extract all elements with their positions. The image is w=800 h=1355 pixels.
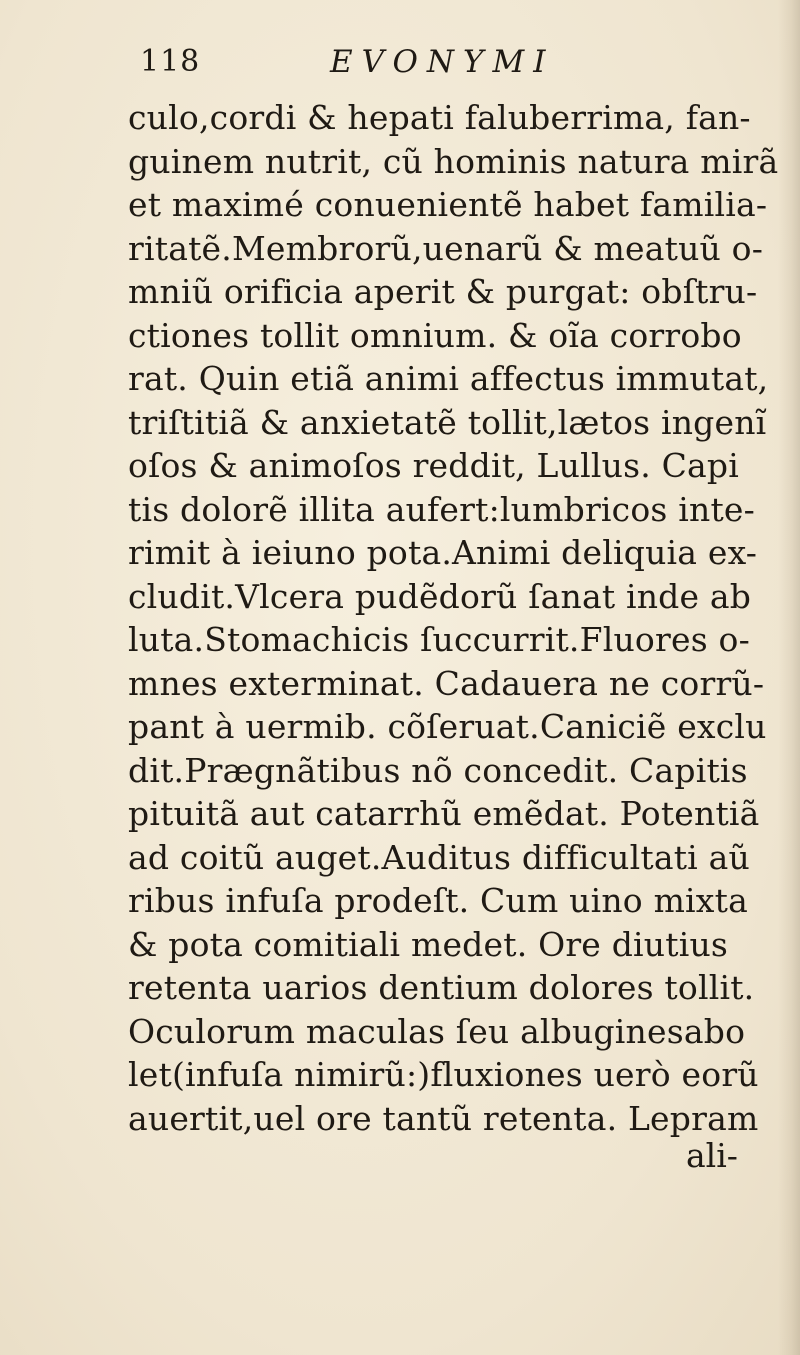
text-line: luta.Stomachicis ſuccurrit.Fluores o- (128, 620, 750, 659)
catchword: ali- (686, 1136, 738, 1175)
text-line: pituitã aut catarrhũ emẽdat. Potentiã (128, 794, 760, 833)
text-line: culo,cordi & hepati faluberrima, fan- (128, 98, 751, 137)
text-line: ribus infuſa prodeſt. Cum uino mixta (128, 881, 748, 920)
text-line: auertit,uel ore tantũ retenta. Lepram (128, 1098, 759, 1138)
text-line: rimit à ieiuno pota.Animi deliquia ex- (128, 533, 758, 572)
text-line: retenta uarios dentium dolores tollit. (128, 968, 755, 1007)
text-line: et maximé conuenientẽ habet familia- (128, 185, 768, 224)
running-head: EVONYMI (330, 44, 555, 80)
page-edge-shadow (778, 0, 800, 1355)
text-line: & pota comitiali medet. Ore diutius (128, 924, 729, 964)
text-line: dit.Prægnãtibus nõ concedit. Capitis (128, 750, 748, 790)
text-line: triſtitiã & anxietatẽ tollit,lætos ingenĩ (128, 402, 767, 442)
body-text (128, 96, 779, 1140)
page-header (140, 40, 740, 90)
text-line: let(infuſa nimirũ:)fluxiones uerò eorũ (128, 1055, 759, 1094)
text-line: ritatẽ.Membrorũ,uenarũ & meatuũ o- (128, 228, 764, 268)
text-line: cludit.Vlcera pudẽdorũ ſanat inde ab (128, 576, 752, 616)
text-line: pant à uermib. cõſeruat.Caniciẽ exclu (128, 707, 767, 746)
text-line: mniũ orificia aperit & purgat: obſtru- (128, 272, 758, 311)
text-line: ctiones tollit omnium. & oĩa corrobo (128, 315, 742, 355)
text-line: Oculorum maculas ſeu albuginesabo (128, 1011, 746, 1051)
page-number: 118 (140, 44, 201, 79)
text-line: guinem nutrit, cũ hominis natura mirã (128, 141, 779, 181)
text-line: mnes exterminat. Cadauera ne corrũ- (128, 663, 765, 703)
text-line: ad coitũ auget.Auditus difficultati aũ (128, 837, 750, 877)
text-line: rat. Quin etiã animi affectus immutat, (128, 359, 769, 398)
text-line: oſos & animoſos reddit, Lullus. Capi (128, 446, 739, 485)
text-line: tis dolorẽ illita aufert:lumbricos inte- (128, 489, 755, 529)
